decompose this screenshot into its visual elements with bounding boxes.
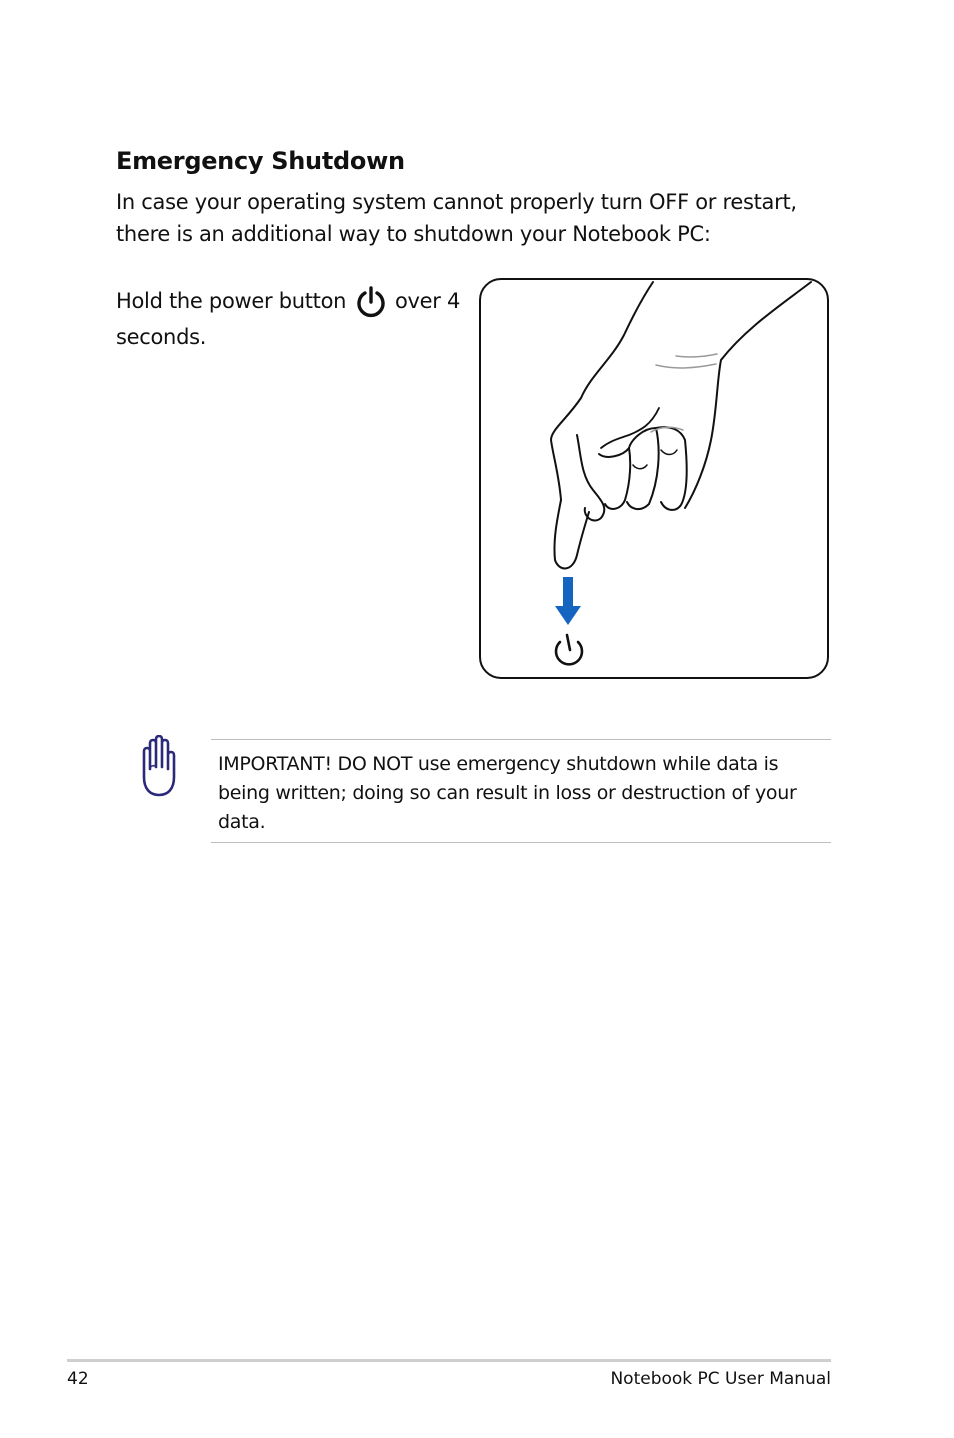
stop-hand-icon [134,735,182,799]
power-icon [355,286,387,318]
intro-paragraph: In case your operating system cannot properly turn OFF or restart, there is an additional way to shutdown your Notebook PC: [116,190,797,246]
down-arrow-icon [555,577,581,625]
section-title: Emergency Shutdown [116,147,405,175]
hand-pressing-icon [551,282,811,568]
instruction-paragraph [116,283,476,355]
important-note-text: IMPORTANT! DO NOT use emergency shutdown while data is being written; doing so can result in loss or destruction of your data. [218,753,797,833]
footer-divider [67,1359,831,1362]
important-note [211,739,831,843]
power-icon [556,635,582,664]
manual-title: Notebook PC User Manual [610,1369,831,1389]
instruction-text-before: Hold the power button [116,289,347,313]
instruction-text-after: over 4 seconds. [116,289,461,349]
page-number: 42 [67,1369,89,1389]
power-button-illustration [479,278,829,679]
